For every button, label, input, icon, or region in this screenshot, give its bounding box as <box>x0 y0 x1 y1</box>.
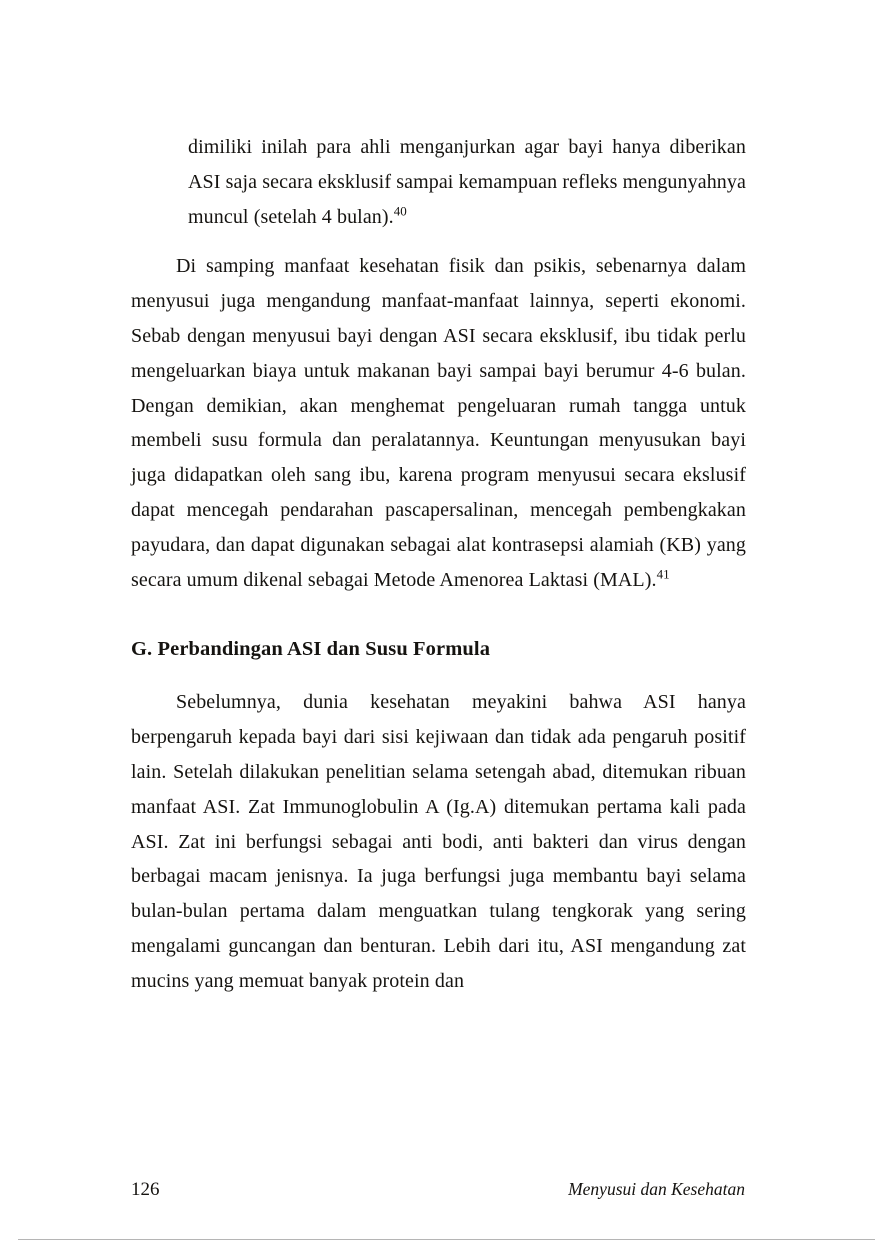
page-body <box>131 130 746 999</box>
paragraph-benefits-text: Di samping manfaat kesehatan fisik dan psikis, sebenarnya dalam menyusui juga mengandung manfaat-manfaat lainnya, seperti ekonomi. Sebab dengan menyusui bayi dengan ASI secara eksklusif, ibu tidak perlu mengeluarkan biaya untuk makanan bayi sampai bayi berumur 4-6 bulan. Dengan demikian, akan menghemat pengeluaran rumah tangga untuk membeli susu formula dan peralatannya. Keuntungan menyusukan bayi juga didapatkan oleh sang ibu, karena program menyusui secara ekslusif dapat mencegah pendarahan pascapersalinan, mencegah pembengkakan payudara, dan dapat digunakan sebagai alat kontrasepsi alamiah (KB) yang secara umum dikenal sebagai Metode Amenorea Laktasi (MAL). <box>131 255 746 591</box>
section-heading: G. Perbandingan ASI dan Susu Formula <box>131 638 491 661</box>
footnote-ref-40: 40 <box>393 202 407 218</box>
paragraph-comparison <box>131 685 746 998</box>
paragraph-benefits <box>131 249 746 597</box>
footnote-ref-41: 41 <box>656 565 670 581</box>
quote-continuation-paragraph <box>131 130 746 234</box>
page-footer <box>131 1179 745 1201</box>
page-number: 126 <box>131 1179 160 1200</box>
paragraph-comparison-text: Sebelumnya, dunia kesehatan meyakini bahwa ASI hanya berpengaruh kepada bayi dari sisi kejiwaan dan tidak ada pengaruh positif lain. Setelah dilakukan penelitian selama setengah abad, ditemukan ribuan manfaat ASI. Zat Immunoglobulin A (Ig.A) ditemukan pertama kali pada ASI. Zat ini berfungsi sebagai anti bodi, anti bakteri dan virus dengan berbagai macam jenisnya. Ia juga berfungsi juga membantu bayi selama bulan-bulan pertama dalam menguatkan tulang tengkorak yang sering mengalami guncangan dan benturan. Lebih dari itu, ASI mengandung zat mucins yang memuat banyak protein dan <box>131 691 746 992</box>
quote-text: dimiliki inilah para ahli menganjurkan agar bayi hanya diberikan ASI saja secara eksklusif sampai kemampuan refleks mengunyahnya muncul (setelah 4 bulan). <box>188 136 746 228</box>
running-title: Menyusui dan Kesehatan <box>568 1179 745 1199</box>
